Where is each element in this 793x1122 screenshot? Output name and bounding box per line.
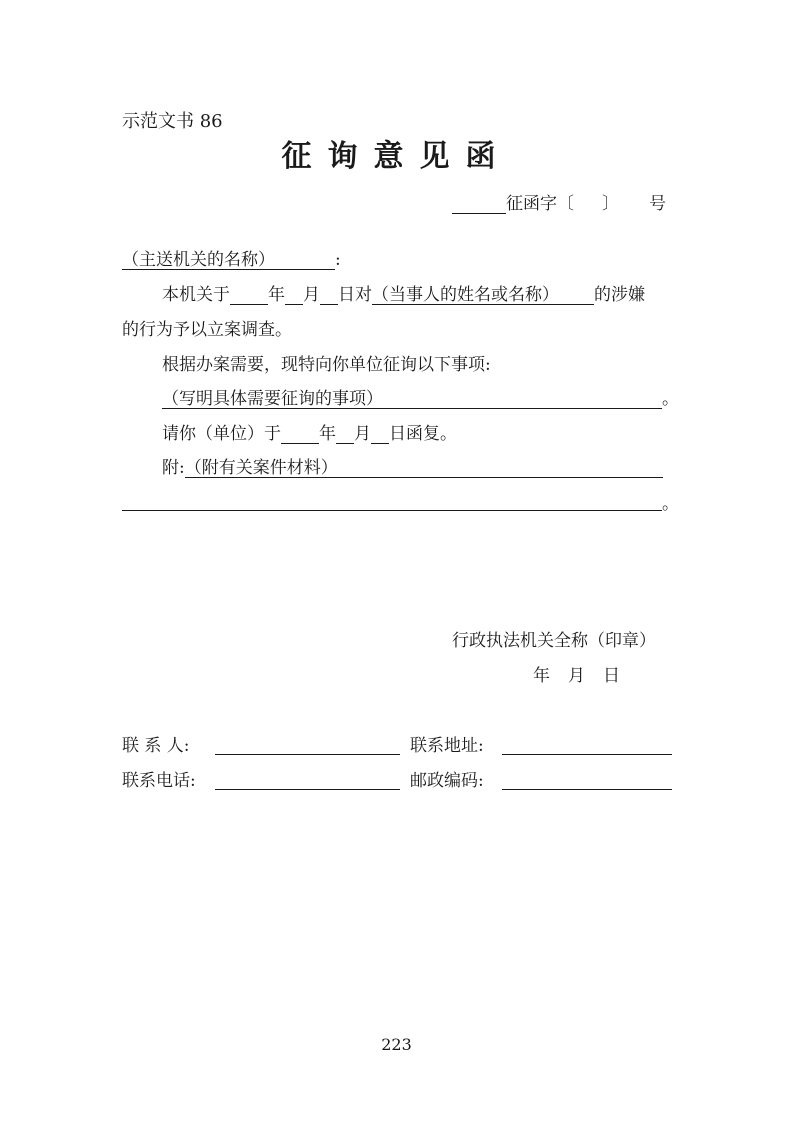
page-number: 223 [381, 1035, 412, 1054]
paragraph-1-line-2: 的行为予以立案调查。 [122, 320, 292, 340]
matters-line [162, 391, 679, 409]
addressee-line [122, 252, 341, 270]
p1-month: 月 [303, 285, 320, 305]
reply-month: 月 [354, 424, 371, 444]
p1-end: 的涉嫌 [594, 285, 645, 305]
party-placeholder: （当事人的姓名或名称） [372, 287, 594, 305]
contact-address-label: 联系地址: [410, 736, 484, 756]
reply-line [162, 426, 457, 444]
signature-year: 年 [533, 666, 550, 686]
contact-postcode-field[interactable] [502, 789, 672, 790]
paragraph-1-line-1 [162, 287, 645, 305]
paragraph-2: 根据办案需要，现特向你单位征询以下事项: [162, 355, 491, 375]
p1-day-to: 日对 [338, 285, 372, 305]
attachment-period: 。 [662, 494, 679, 514]
p1-year: 年 [268, 285, 285, 305]
document-label: 示范文书 86 [122, 111, 223, 132]
signature-day: 日 [603, 666, 620, 686]
year-blank [230, 287, 268, 305]
contact-phone-field[interactable] [215, 789, 400, 790]
reply-start: 请你（单位）于 [162, 424, 281, 444]
contact-person-field[interactable] [215, 754, 400, 755]
day-blank [320, 287, 338, 305]
attachment-line [162, 460, 663, 478]
p1-start: 本机关于 [162, 285, 230, 305]
ref-prefix-blank [452, 196, 506, 214]
attachment-continuation-line [122, 510, 662, 511]
addressee-colon: : [335, 250, 341, 270]
contact-phone-label: 联系电话: [122, 771, 196, 791]
reply-day: 日函复。 [389, 424, 457, 444]
reply-year-blank [281, 426, 319, 444]
contact-address-field[interactable] [502, 754, 672, 755]
attachment-placeholder: （附有关案件材料） [185, 460, 663, 478]
signature-month: 月 [568, 666, 585, 686]
month-blank [285, 287, 303, 305]
matters-period: 。 [662, 389, 679, 409]
signature-org: 行政执法机关全称（印章） [452, 631, 656, 651]
reply-day-blank [371, 426, 389, 444]
reference-number [452, 196, 666, 214]
contact-person-label: 联 系 人: [122, 736, 190, 756]
attachment-label: 附: [162, 458, 185, 478]
ref-mid: 征函字〔 [506, 194, 574, 214]
addressee-placeholder: （主送机关的名称） [122, 252, 335, 270]
ref-close: 〕 [602, 194, 619, 214]
reply-month-blank [336, 426, 354, 444]
signature-date [533, 668, 620, 685]
reply-year: 年 [319, 424, 336, 444]
matters-placeholder: （写明具体需要征询的事项） [162, 391, 662, 409]
ref-suffix: 号 [649, 194, 666, 214]
document-title: 征询意见函 [281, 139, 512, 174]
contact-postcode-label: 邮政编码: [410, 771, 484, 791]
